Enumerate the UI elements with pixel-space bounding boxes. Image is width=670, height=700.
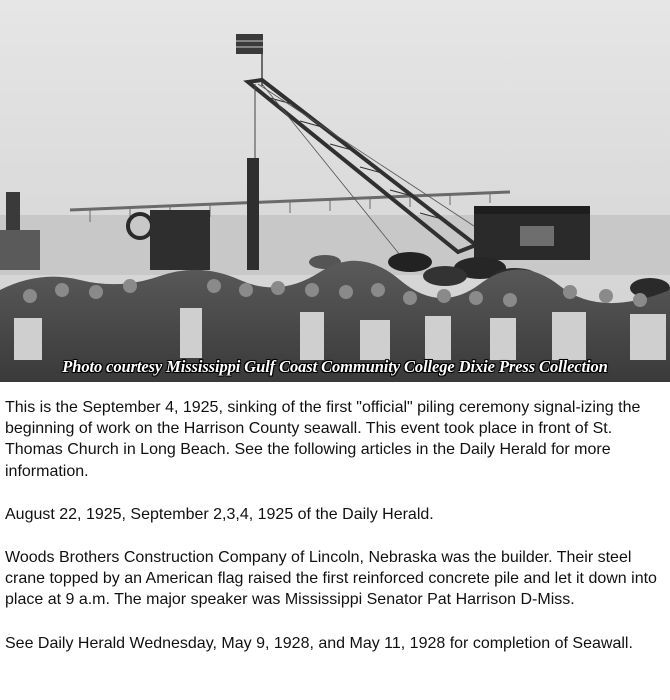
caption-paragraph-2: August 22, 1925, September 2,3,4, 1925 of the Daily Herald. [5,505,434,523]
caption-paragraph-4: See Daily Herald Wednesday, May 9, 1928, and May 11, 1928 for completion of Seawall. [5,634,633,652]
caption-paragraph-3: Woods Brothers Construction Company of Lincoln, Nebraska was the builder. Their steel crane topped by an American flag raised the first reinforced concrete pile and let it down into place at 9 a.m. The major speaker was Mississippi Senator Pat Harrison D-Miss. [5,549,657,609]
caption-text [5,397,667,676]
caption-paragraph-1: This is the September 4, 1925, sinking of the first "official" piling ceremony signal-izing the beginning of work on the Harrison County seawall. This event took place in front of St. Thomas Church in Long Beach. See the following articles in the Daily Herald for more information. [5,399,641,480]
photo-credit: Photo courtesy Mississippi Gulf Coast Community College Dixie Press Collection [62,357,608,376]
